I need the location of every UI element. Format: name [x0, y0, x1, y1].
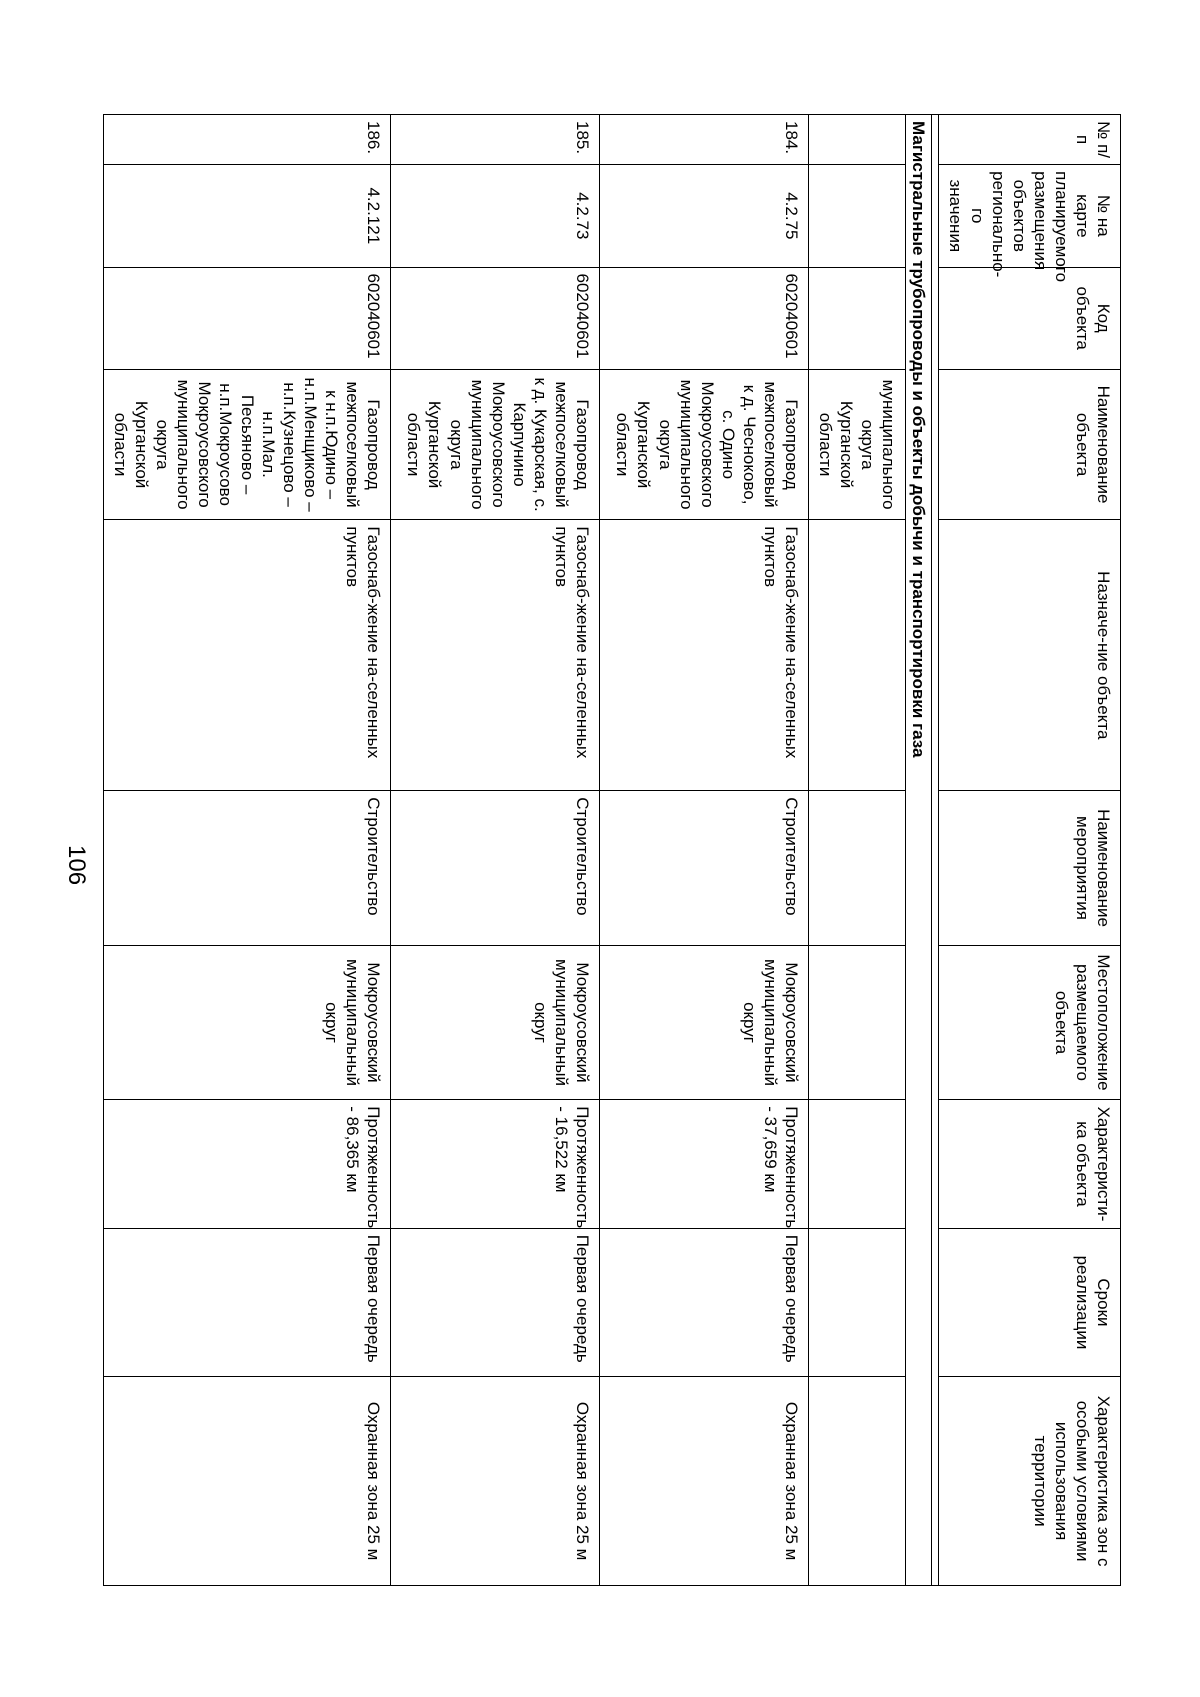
table-container [111, 114, 1121, 1586]
object-name: Газопровод межпоселковый к д. Чесноково, с. Одино Мокроусовского муниципального округа Курганской области [599, 369, 808, 520]
header-zone: Характеристика зон с особыми условиями использования территории [939, 1377, 1121, 1586]
characteristic: Протяженность - 16,522 км [390, 1100, 599, 1228]
section-title: Магистральные трубопроводы и объекты добычи и транспортировки газа [906, 115, 932, 1586]
characteristic: Протяженность - 86,365 км [103, 1100, 390, 1228]
table-row [390, 115, 599, 1586]
object-purpose: Газоснаб-жение на-селенных пунктов [390, 520, 599, 791]
header-term: Сроки реализации [939, 1228, 1121, 1377]
row-number: 186. [103, 115, 390, 165]
table-row [599, 115, 808, 1586]
object-code: 602040601 [103, 267, 390, 369]
header-code: Код объекта [939, 267, 1121, 369]
object-purpose: Газоснаб-жение на-селенных пунктов [103, 520, 390, 791]
section-row [906, 115, 932, 1586]
location: Мокроусовский муниципальный округ [103, 945, 390, 1100]
page-number: 106 [63, 845, 90, 886]
location: Мокроусовский муниципальный округ [390, 945, 599, 1100]
header-activity: Наименование мероприятия [939, 791, 1121, 946]
zone: Охранная зона 25 м [390, 1377, 599, 1586]
header-map-number: № на карте планируемого размещения объектов регионально-го значения [939, 165, 1121, 267]
header-location: Местоположение размещаемого объекта [939, 945, 1121, 1100]
object-name: Газопровод межпоселковый к н.п.Юдино – н.п.Менщиково – н.п.Кузнецово – н.п.Мал. Песьяново – н.п.Мокроусово Мокроусовского муниципального округа Курганской области [103, 369, 390, 520]
term: Первая очередь [103, 1228, 390, 1377]
zone: Охранная зона 25 м [599, 1377, 808, 1586]
header-row [939, 115, 1121, 1586]
location: Мокроусовский муниципальный округ [599, 945, 808, 1100]
map-number: 4.2.75 [599, 165, 808, 267]
characteristic: Протяженность - 37,659 км [599, 1100, 808, 1228]
term: Первая очередь [390, 1228, 599, 1377]
row-number: 184. [599, 115, 808, 165]
activity: Строительство [390, 791, 599, 946]
object-code: 602040601 [599, 267, 808, 369]
header-number: № п/п [939, 115, 1121, 165]
object-code: 602040601 [390, 267, 599, 369]
activity: Строительство [599, 791, 808, 946]
header-purpose: Назначе-ние объекта [939, 520, 1121, 791]
zone: Охранная зона 25 м [103, 1377, 390, 1586]
map-number: 4.2.73 [390, 165, 599, 267]
row-number: 185. [390, 115, 599, 165]
object-purpose: Газоснаб-жение на-селенных пунктов [599, 520, 808, 791]
activity: Строительство [103, 791, 390, 946]
objects-table-landscape [103, 114, 1121, 1586]
table-row [103, 115, 390, 1586]
header-name: Наименование объекта [939, 369, 1121, 520]
object-name: Газопровод межпоселковый к д. Кукарская, с. Карпунино Мокроусовского муниципального округа Курганской области [390, 369, 599, 520]
term: Первая очередь [599, 1228, 808, 1377]
map-number: 4.2.121 [103, 165, 390, 267]
header-characteristic: Характеристи-ка объекта [939, 1100, 1121, 1228]
spacer-row [932, 115, 939, 1586]
continuation-row [808, 115, 905, 1586]
continuation-name: муниципального округа Курганской области [808, 369, 905, 520]
